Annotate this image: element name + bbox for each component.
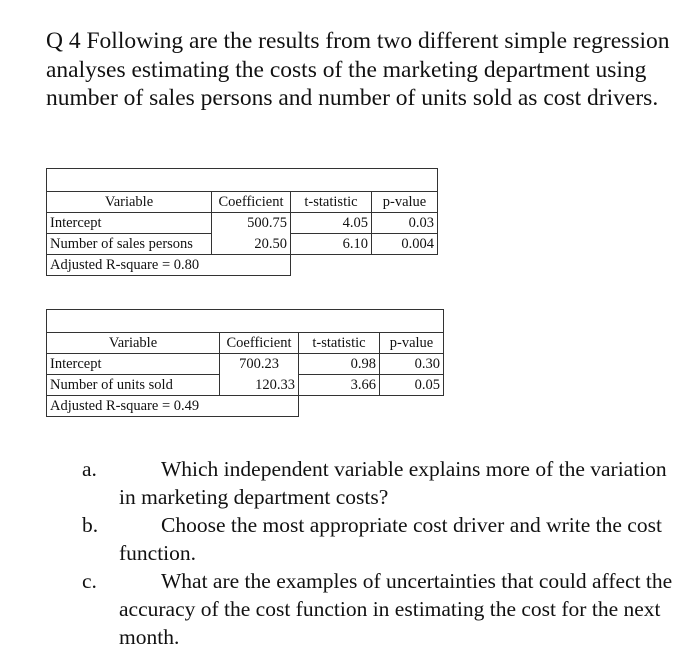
cell-variable: Number of units sold: [47, 375, 220, 396]
sub-questions: [82, 455, 685, 651]
cell-coefficient: 20.50: [212, 234, 291, 255]
cell-t-statistic: 6.10: [291, 234, 372, 255]
cell-p-value: 0.03: [372, 213, 438, 234]
adjusted-r-square: Adjusted R-square = 0.49: [47, 396, 299, 417]
cell-p-value: 0.05: [380, 375, 444, 396]
table-blank-row: [47, 169, 438, 192]
item-text: Which independent variable explains more of the variation in marketing department costs?: [119, 457, 667, 509]
table-row: [47, 213, 438, 234]
table-blank-row: [47, 310, 444, 333]
item-text: Choose the most appropriate cost driver and write the cost function.: [119, 513, 662, 565]
header-p-value: p-value: [372, 192, 438, 213]
blank-cell: [47, 169, 438, 192]
item-marker: a.: [82, 457, 97, 481]
table-row-adjusted-r-square: [47, 255, 438, 276]
header-p-value: p-value: [380, 333, 444, 354]
cell-coefficient: 700.23: [220, 354, 299, 375]
cell-p-value: 0.30: [380, 354, 444, 375]
table-row-adjusted-r-square: [47, 396, 444, 417]
header-t-statistic: t-statistic: [291, 192, 372, 213]
table-row: [47, 375, 444, 396]
question-text: Q 4 Following are the results from two different simple regression analyses estimating the costs of the marketing department using number of sales persons and number of units sold as cost drivers.: [46, 28, 670, 111]
cell-coefficient: 120.33: [220, 375, 299, 396]
empty-cell: [372, 255, 438, 276]
table-header-row: [47, 192, 438, 213]
empty-cell: [299, 396, 380, 417]
header-variable: Variable: [47, 192, 212, 213]
adjusted-r-square: Adjusted R-square = 0.80: [47, 255, 291, 276]
cell-coefficient: 500.75: [212, 213, 291, 234]
item-marker: b.: [82, 513, 99, 537]
table-header-row: [47, 333, 444, 354]
header-variable: Variable: [47, 333, 220, 354]
cell-p-value: 0.004: [372, 234, 438, 255]
sub-question-b: [82, 511, 685, 567]
cell-t-statistic: 3.66: [299, 375, 380, 396]
cell-t-statistic: 0.98: [299, 354, 380, 375]
empty-cell: [380, 396, 444, 417]
regression-table-units-sold: [46, 309, 444, 417]
blank-cell: [47, 310, 444, 333]
header-coefficient: Coefficient: [220, 333, 299, 354]
header-coefficient: Coefficient: [212, 192, 291, 213]
item-text: What are the examples of uncertainties that could affect the accuracy of the cost function in estimating the cost for the next month.: [119, 569, 673, 649]
cell-t-statistic: 4.05: [291, 213, 372, 234]
regression-table-sales-persons: [46, 168, 438, 276]
sub-question-c: [82, 567, 685, 651]
cell-variable: Intercept: [47, 213, 212, 234]
sub-question-a: [82, 455, 685, 511]
table-row: [47, 234, 438, 255]
header-t-statistic: t-statistic: [299, 333, 380, 354]
item-marker: c.: [82, 569, 97, 593]
empty-cell: [291, 255, 372, 276]
cell-variable: Intercept: [47, 354, 220, 375]
table-row: [47, 354, 444, 375]
cell-variable: Number of sales persons: [47, 234, 212, 255]
